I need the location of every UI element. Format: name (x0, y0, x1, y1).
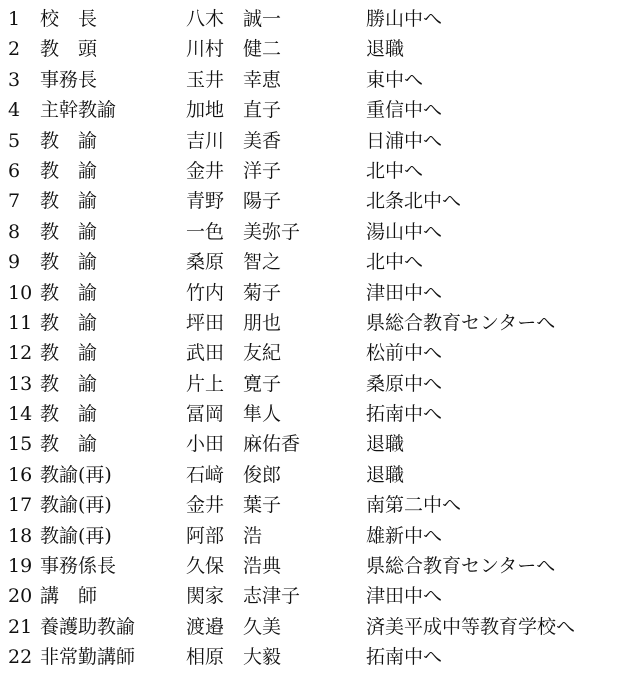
list-item (0, 551, 629, 581)
staff-name: 渡邉 久美 (186, 615, 282, 638)
staff-name: 関家 志津子 (186, 585, 301, 608)
list-item (0, 399, 629, 429)
item-number: 22 (8, 646, 33, 669)
list-item (0, 186, 629, 216)
destination: 津田中へ (366, 281, 443, 304)
item-number: 6 (8, 159, 21, 182)
staff-name: 青野 陽子 (186, 190, 282, 213)
staff-name: 一色 美弥子 (186, 220, 301, 243)
destination: 拓南中へ (366, 646, 443, 669)
destination: 雄新中へ (366, 524, 443, 547)
job-title: 教 諭 (40, 403, 98, 426)
destination: 南第二中へ (366, 494, 462, 517)
job-title: 事務長 (40, 68, 98, 91)
destination: 退職 (366, 38, 405, 61)
destination: 県総合教育センターへ (366, 555, 556, 578)
staff-name: 石﨑 俊郎 (186, 463, 282, 486)
list-item (0, 521, 629, 551)
destination: 湯山中へ (366, 220, 443, 243)
item-number: 16 (8, 463, 33, 486)
staff-name: 吉川 美香 (186, 129, 282, 152)
list-item (0, 247, 629, 277)
destination: 退職 (366, 463, 405, 486)
job-title: 教諭(再) (40, 524, 112, 547)
job-title: 教 諭 (40, 220, 98, 243)
staff-name: 片上 寛子 (186, 372, 282, 395)
destination: 済美平成中等教育学校へ (366, 615, 576, 638)
staff-name: 坪田 朋也 (186, 311, 282, 334)
staff-name: 武田 友紀 (186, 342, 282, 365)
job-title: 教 諭 (40, 251, 98, 274)
list-item (0, 34, 629, 64)
list-item (0, 4, 629, 34)
staff-name: 冨岡 隼人 (186, 403, 282, 426)
list-item (0, 369, 629, 399)
destination: 重信中へ (366, 99, 443, 122)
list-item (0, 338, 629, 368)
destination: 北中へ (366, 251, 424, 274)
job-title: 事務係長 (40, 555, 117, 578)
staff-name: 小田 麻佑香 (186, 433, 301, 456)
list-item (0, 156, 629, 186)
staff-name: 久保 浩典 (186, 555, 282, 578)
list-item (0, 612, 629, 642)
list-item (0, 429, 629, 459)
job-title: 主幹教諭 (40, 99, 117, 122)
destination: 日浦中へ (366, 129, 443, 152)
item-number: 2 (8, 38, 21, 61)
destination: 北条北中へ (366, 190, 462, 213)
job-title: 教 諭 (40, 433, 98, 456)
destination: 北中へ (366, 159, 424, 182)
item-number: 5 (8, 129, 21, 152)
item-number: 10 (8, 281, 33, 304)
item-number: 21 (8, 615, 33, 638)
list-item (0, 490, 629, 520)
job-title: 講 師 (40, 585, 98, 608)
staff-name: 桑原 智之 (186, 251, 282, 274)
staff-name: 八木 誠一 (186, 8, 282, 30)
destination: 県総合教育センターへ (366, 311, 556, 334)
job-title: 教 諭 (40, 342, 98, 365)
staff-name: 金井 洋子 (186, 159, 282, 182)
item-number: 13 (8, 372, 33, 395)
item-number: 11 (8, 311, 33, 334)
job-title: 教諭(再) (40, 494, 112, 517)
item-number: 4 (8, 99, 21, 122)
item-number: 9 (8, 251, 21, 274)
job-title: 教 諭 (40, 281, 98, 304)
staff-name: 川村 健二 (186, 38, 282, 61)
job-title: 教 諭 (40, 159, 98, 182)
item-number: 17 (8, 494, 33, 517)
destination: 桑原中へ (366, 372, 443, 395)
list-item (0, 217, 629, 247)
item-number: 20 (8, 585, 33, 608)
job-title: 校 長 (40, 8, 98, 30)
staff-name: 金井 葉子 (186, 494, 282, 517)
staff-name: 竹内 菊子 (186, 281, 282, 304)
job-title: 非常勤講師 (40, 646, 136, 669)
list-item (0, 460, 629, 490)
destination: 津田中へ (366, 585, 443, 608)
list-item (0, 278, 629, 308)
destination: 拓南中へ (366, 403, 443, 426)
item-number: 1 (8, 8, 21, 30)
job-title: 教 頭 (40, 38, 98, 61)
destination: 退職 (366, 433, 405, 456)
list-item (0, 308, 629, 338)
job-title: 教 諭 (40, 190, 98, 213)
item-number: 3 (8, 68, 21, 91)
job-title: 教 諭 (40, 129, 98, 152)
item-number: 7 (8, 190, 21, 213)
staff-name: 阿部 浩 (186, 524, 263, 547)
list-item (0, 642, 629, 672)
item-number: 15 (8, 433, 33, 456)
list-item (0, 126, 629, 156)
staff-name: 加地 直子 (186, 99, 282, 122)
job-title: 教 諭 (40, 311, 98, 334)
item-number: 12 (8, 342, 33, 365)
destination: 松前中へ (366, 342, 443, 365)
item-number: 18 (8, 524, 33, 547)
job-title: 教諭(再) (40, 463, 112, 486)
item-number: 14 (8, 403, 33, 426)
staff-name: 玉井 幸恵 (186, 68, 282, 91)
item-number: 19 (8, 555, 33, 578)
list-item (0, 65, 629, 95)
item-number: 8 (8, 220, 21, 243)
staff-name: 相原 大毅 (186, 646, 282, 669)
list-item (0, 95, 629, 125)
destination: 勝山中へ (366, 8, 443, 30)
job-title: 養護助教諭 (40, 615, 136, 638)
job-title: 教 諭 (40, 372, 98, 395)
destination: 東中へ (366, 68, 424, 91)
list-item (0, 581, 629, 611)
